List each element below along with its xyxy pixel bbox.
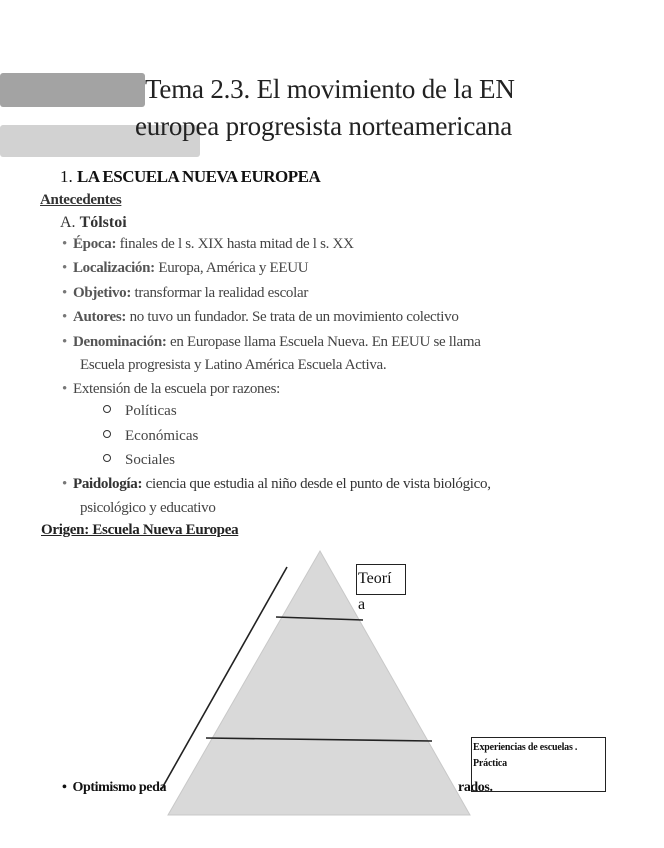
section-title: LA ESCUELA NUEVA EUROPEA [77,167,321,186]
item-label: Denominación: [72,334,167,350]
subitem-text: Económicas [125,428,199,444]
bullet-icon: • [62,381,67,397]
page-title-line1: Tema 2.3. El movimiento de la EN [145,74,515,104]
optimismo-trailing: rados. [458,780,493,795]
bullet-icon: • [62,260,67,276]
bullet-icon: • [62,476,67,492]
bullet-icon: • [62,780,67,795]
subitem-text: Políticas [125,403,177,419]
item-label: Paidología: [72,476,143,492]
item-text: ciencia que estudia al niño desde el punto de vista biológico, [145,476,491,492]
bullet-icon: • [62,285,67,301]
experiencias-label: Experiencias de escuelas . Práctica [473,742,578,769]
antecedentes-heading: Antecedentes [40,192,122,208]
item-label: Época: [72,236,117,252]
item-label: Localización: [72,260,155,276]
item-text: Europa, América y EEUU [158,260,309,276]
origen-heading: Origen: Escuela Nueva Europea [41,522,239,538]
item-text: finales de l s. XIX hasta mitad de l s. XX [119,236,354,252]
item-label: Objetivo: [72,285,132,301]
item-text: Extensión de la escuela por razones: [72,381,280,397]
bullet-icon: • [62,236,67,252]
item-label: Autores: [72,309,127,325]
bullet-icon: • [62,334,67,350]
item-text: en Europase llama Escuela Nueva. En EEUU se llama [170,334,481,350]
pyramid-shape [168,551,470,815]
list-item-denominacion-cont: Escuela progresista y Latino América Escuela Activa. [80,357,387,373]
optimismo-text: Optimismo peda [72,780,167,795]
item-text: transformar la realidad escolar [134,285,309,301]
item-text: no tuvo un fundador. Se trata de un movimiento colectivo [129,309,459,325]
subheading-letter: A. [60,214,76,231]
list-item-paidologia-cont: psicológico y educativo [80,500,216,516]
teoria-label: Teorí a [358,570,392,613]
bullet-icon: • [62,309,67,325]
subitem-text: Sociales [125,452,175,468]
optimismo-item [62,780,166,796]
page-title-line2: europea progresista norteamericana [135,111,513,141]
subheading-name: Tólstoi [79,214,127,231]
section-number: 1. [60,167,73,186]
